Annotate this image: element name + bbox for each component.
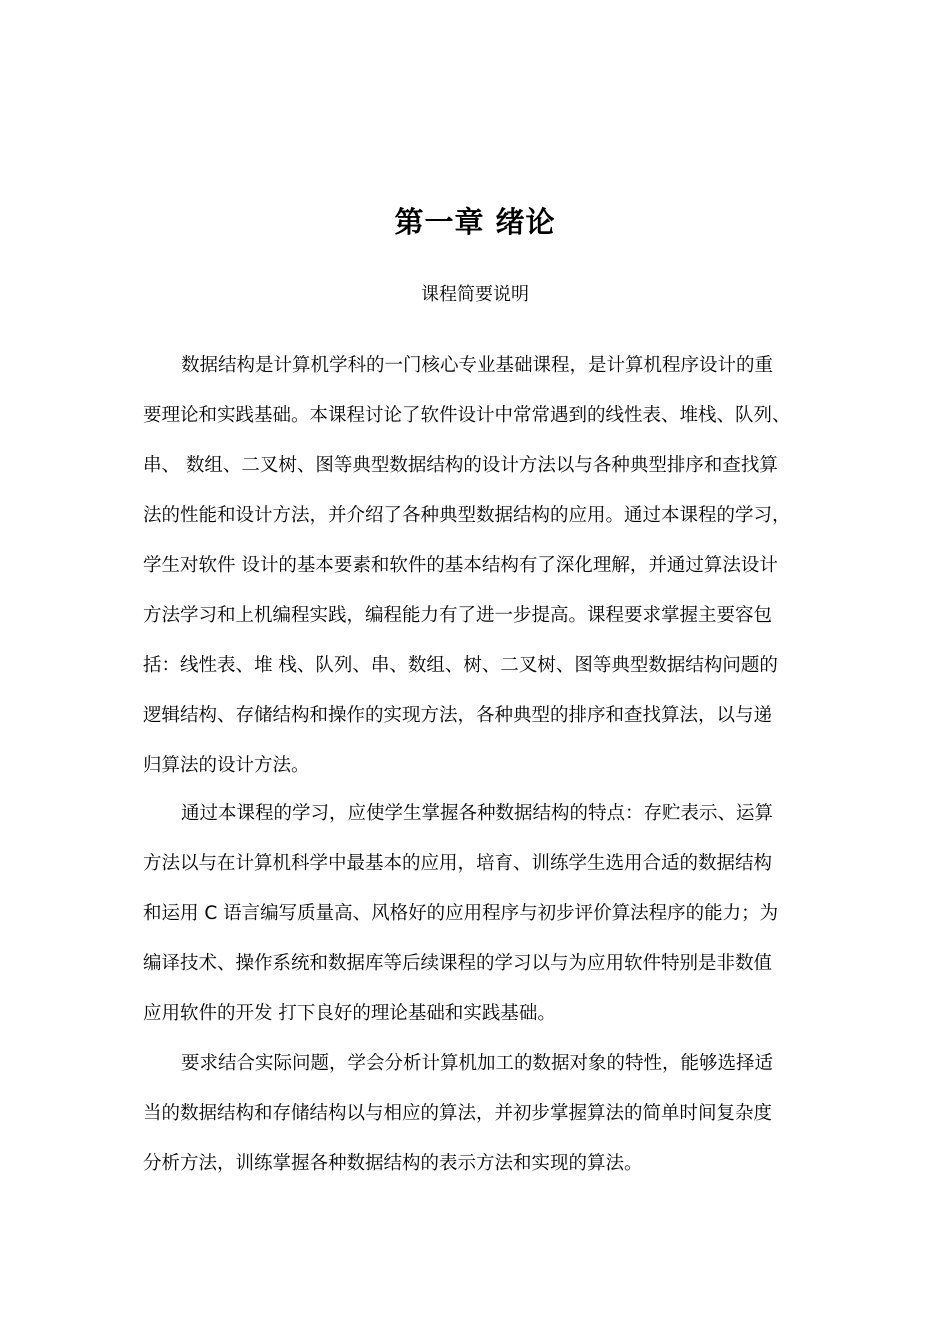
- paragraph-line: 和运用 C 语言编写质量高、风格好的应用程序与初步评价算法程序的能力；为: [143, 903, 779, 924]
- paragraph-line: 通过本课程的学习，应使学生掌握各种数据结构的特点：存贮表示、运算: [181, 803, 774, 824]
- paragraph-line: 要理论和实践基础。本课程讨论了软件设计中常常遇到的线性表、堆栈、队列、: [143, 405, 791, 426]
- paragraph-line: 方法学习和上机编程实践，编程能力有了进一步提高。课程要求掌握主要容包: [143, 605, 773, 626]
- paragraph-line: 要求结合实际问题，学会分析计算机加工的数据对象的特性，能够选择适: [181, 1053, 774, 1074]
- paragraph-2: [143, 789, 809, 1039]
- paragraph-line: 逻辑结构、存储结构和操作的实现方法，各种典型的排序和查找算法，以与递: [143, 705, 773, 726]
- paragraph-line: 串、 数组、二叉树、图等典型数据结构的设计方法以与各种典型排序和查找算: [143, 455, 778, 476]
- paragraph-3: [143, 1039, 809, 1189]
- paragraph-line: 数据结构是计算机学科的一门核心专业基础课程，是计算机程序设计的重: [181, 355, 774, 376]
- paragraph-line: 当的数据结构和存储结构以与相应的算法，并初步掌握算法的简单时间复杂度: [143, 1103, 773, 1124]
- paragraph-line: 括：线性表、堆 栈、队列、串、数组、树、二叉树、图等典型数据结构问题的: [143, 655, 778, 676]
- paragraph-1: [143, 341, 809, 791]
- paragraph-line: 方法以与在计算机科学中最基本的应用，培育、训练学生选用合适的数据结构: [143, 853, 773, 874]
- paragraph-line: 法的性能和设计方法，并介绍了各种典型数据结构的应用。通过本课程的学习，: [143, 505, 791, 526]
- paragraph-line: 分析方法，训练掌握各种数据结构的表示方法和实现的算法。: [143, 1153, 643, 1174]
- paragraph-line: 应用软件的开发 打下良好的理论基础和实践基础。: [143, 1003, 556, 1024]
- paragraph-line: 学生对软件 设计的基本要素和软件的基本结构有了深化理解，并通过算法设计: [143, 555, 778, 576]
- section-subtitle: 课程简要说明: [421, 284, 529, 305]
- chapter-title: 第一章 绪论: [394, 205, 556, 239]
- paragraph-line: 编译技术、操作系统和数据库等后续课程的学习以与为应用软件特别是非数值: [143, 953, 773, 974]
- paragraph-line: 归算法的设计方法。: [143, 755, 310, 776]
